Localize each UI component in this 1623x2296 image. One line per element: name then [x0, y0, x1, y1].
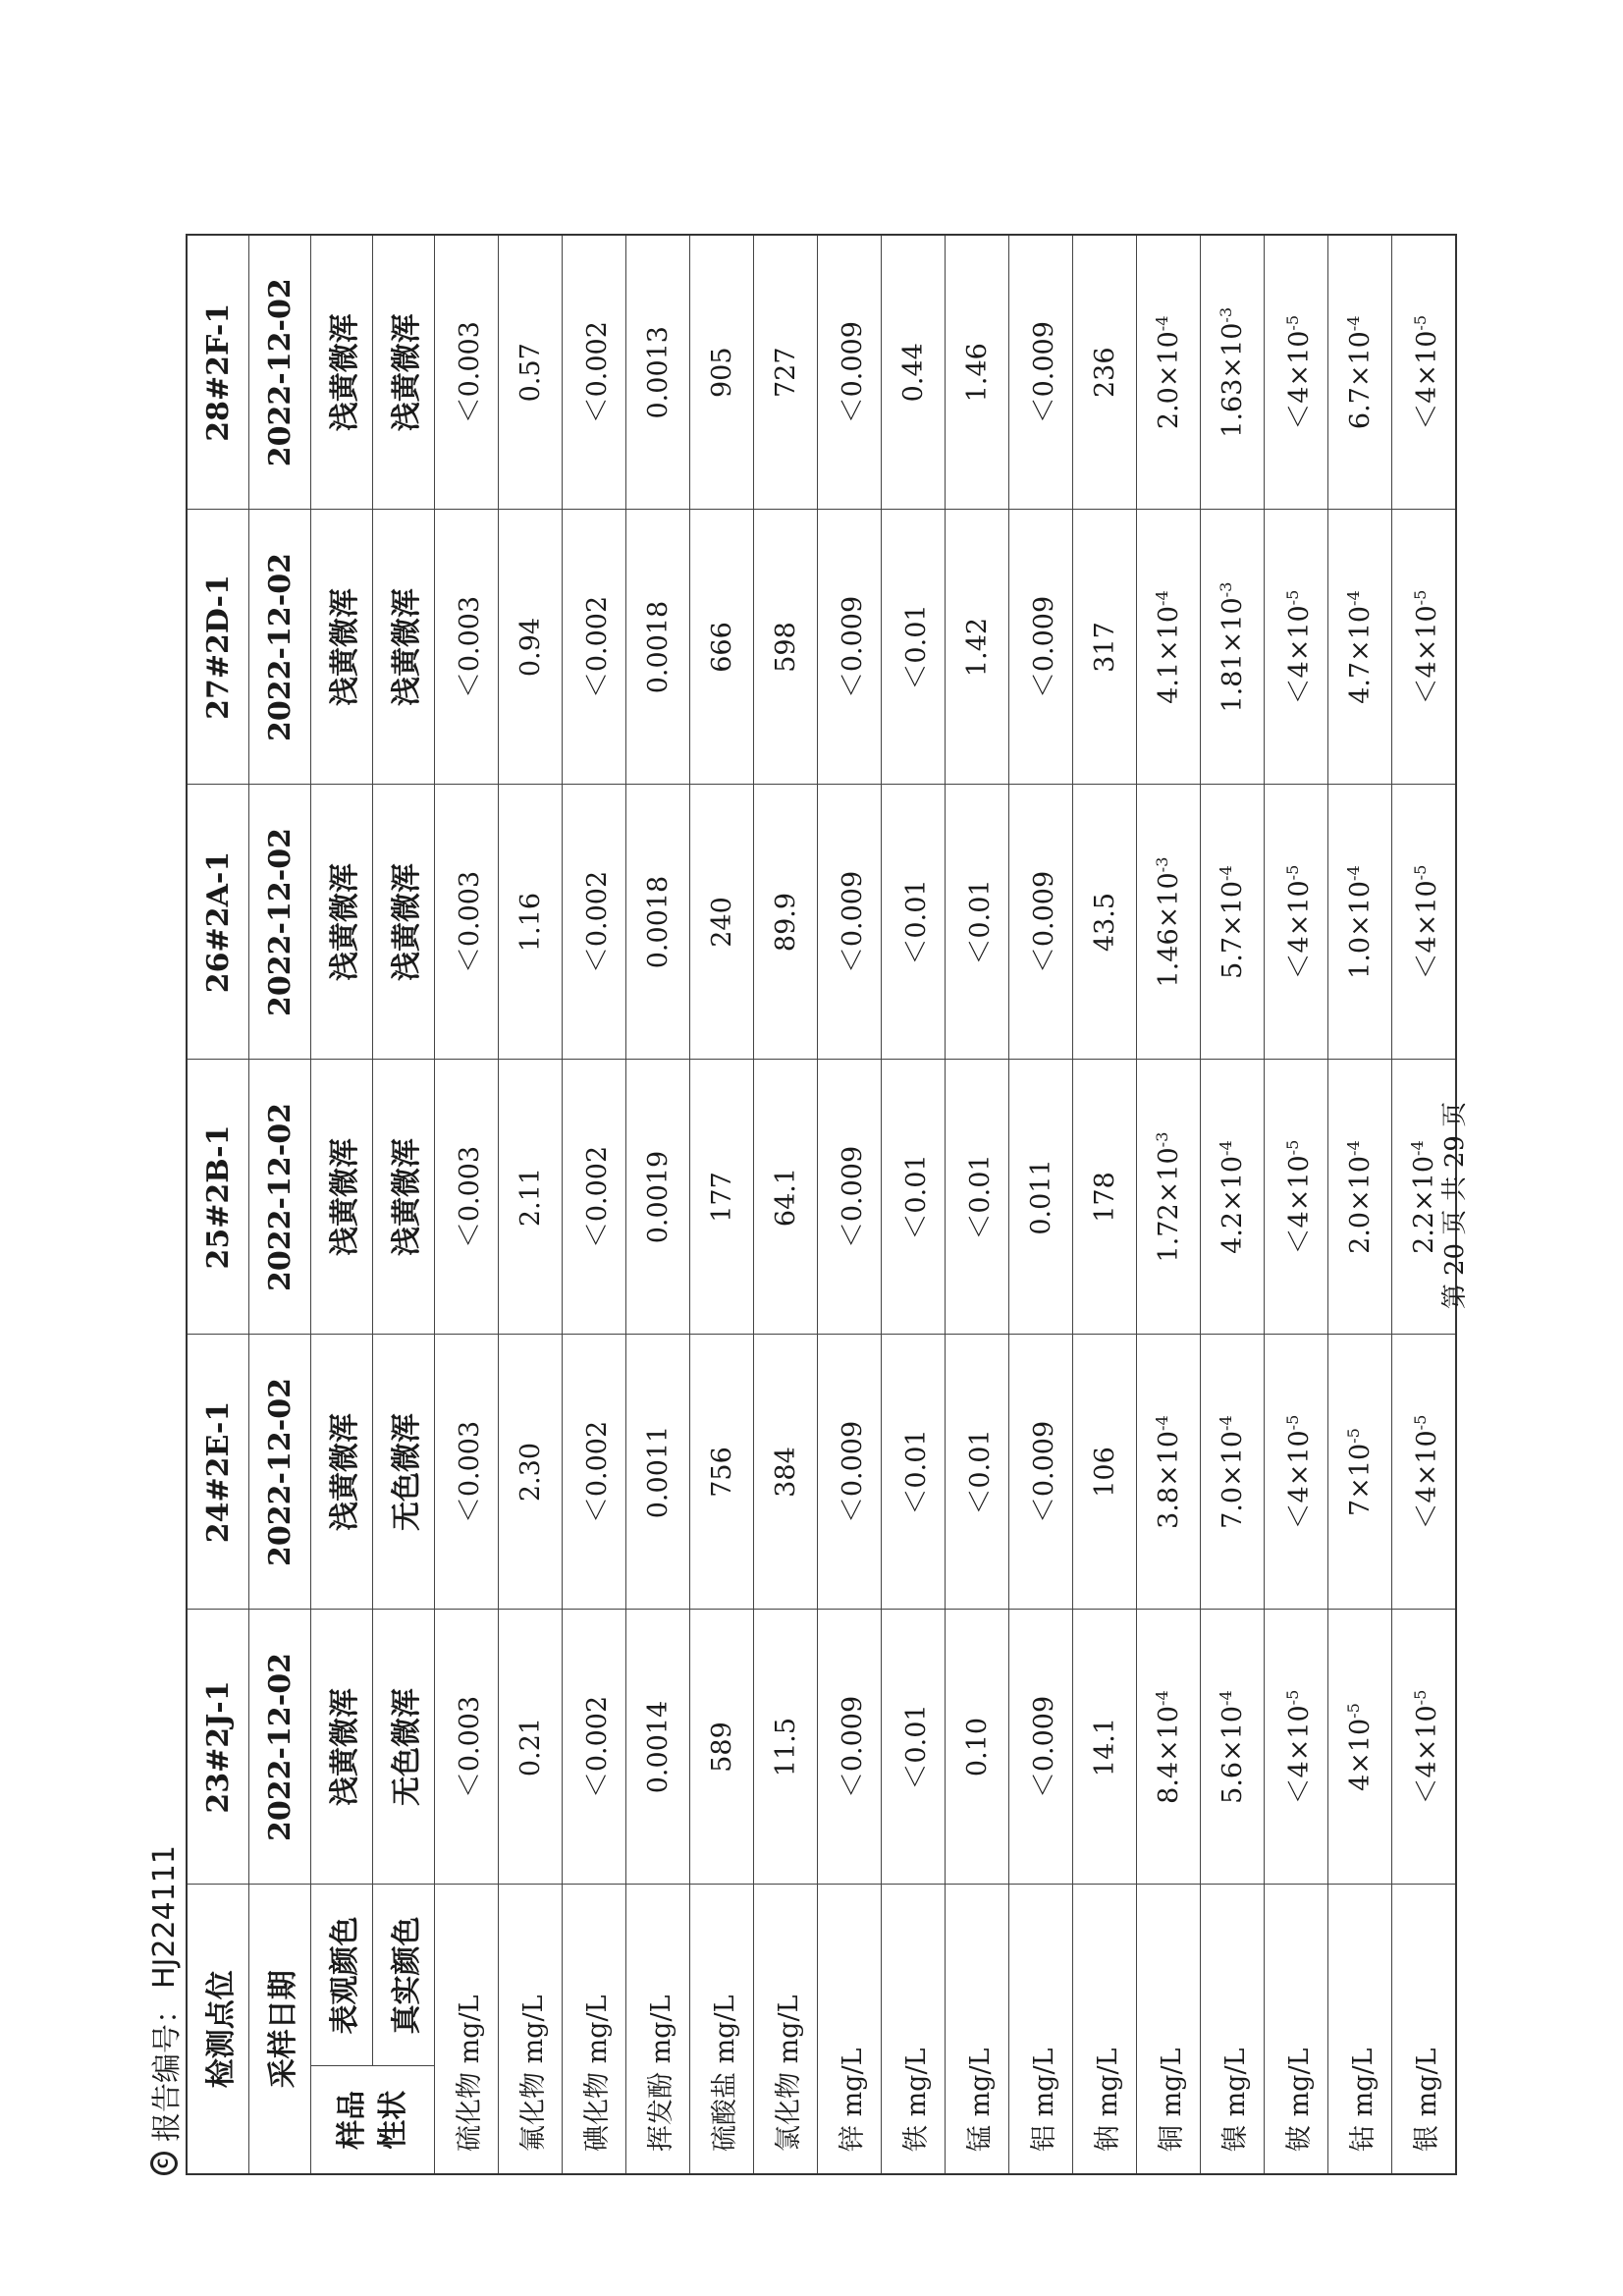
value-text: ＜0.009: [1028, 321, 1059, 424]
value-text: 1.63×10: [1217, 322, 1248, 438]
value-cell: [818, 235, 882, 510]
value-cell: [754, 1335, 818, 1610]
value-cell: [690, 510, 754, 785]
value-cell: [1201, 1060, 1265, 1335]
value-text: ＜4×10: [1411, 1705, 1442, 1805]
value-cell: [435, 510, 499, 785]
value-text: ＜4×10: [1283, 1155, 1315, 1255]
value-cell: [1201, 785, 1265, 1060]
value-cell: [1265, 1610, 1328, 1885]
value-cell: [626, 1335, 690, 1610]
value-cell: [499, 1060, 563, 1335]
value-cell: [946, 235, 1009, 510]
value-cell: [1265, 785, 1328, 1060]
value-text: ＜0.003: [454, 321, 485, 424]
value-exponent: -4: [1153, 1690, 1171, 1706]
true-color-cell: 无色微浑: [373, 1335, 435, 1610]
value-cell: [882, 235, 946, 510]
value-text: 5.7×10: [1217, 880, 1248, 979]
report-number-label: 报告编号：: [150, 1995, 185, 2142]
value-text: ＜0.01: [900, 1429, 932, 1515]
value-cell: [1328, 510, 1392, 785]
value-cell: [563, 1060, 626, 1335]
value-cell: [563, 1610, 626, 1885]
value-cell: [882, 1060, 946, 1335]
value-cell: [1073, 785, 1137, 1060]
parameter-label: 镍 mg/L: [1201, 1885, 1265, 2174]
value-cell: [1201, 1610, 1265, 1885]
value-cell: [754, 1610, 818, 1885]
value-cell: [818, 510, 882, 785]
value-text: 240: [706, 897, 737, 948]
value-text: 0.0018: [642, 875, 674, 969]
value-text: ＜4×10: [1283, 1430, 1315, 1530]
date-cell: 2022-12-02: [249, 510, 311, 785]
value-exponent: -4: [1344, 865, 1363, 881]
value-cell: [1009, 510, 1073, 785]
parameter-label: 钠 mg/L: [1073, 1885, 1137, 2174]
apparent-color-cell: 浅黄微浑: [311, 235, 373, 510]
true-color-label: 真实颜色: [373, 1885, 435, 2066]
value-cell: [690, 1335, 754, 1610]
value-cell: [1137, 1610, 1201, 1885]
sample-shape-label: [311, 2066, 435, 2174]
value-cell: [690, 1610, 754, 1885]
value-text: ＜0.002: [581, 321, 613, 424]
value-cell: [563, 785, 626, 1060]
value-cell: [435, 785, 499, 1060]
value-text: 1.46: [961, 343, 993, 403]
value-text: ＜0.003: [454, 870, 485, 974]
value-text: ＜0.01: [964, 879, 996, 965]
value-cell: [818, 1335, 882, 1610]
value-text: 1.72×10: [1154, 1147, 1184, 1263]
value-cell: [882, 510, 946, 785]
date-cell: 2022-12-02: [249, 1610, 311, 1885]
value-exponent: -5: [1282, 589, 1302, 606]
value-cell: [882, 1335, 946, 1610]
company-logo-icon: C: [150, 2152, 178, 2175]
value-cell: [1137, 235, 1201, 510]
value-text: ＜0.01: [964, 1154, 996, 1240]
value-cell: [1201, 510, 1265, 785]
value-text: ＜0.01: [964, 1429, 996, 1515]
value-cell: [1201, 235, 1265, 510]
value-cell: [754, 1060, 818, 1335]
value-text: 7×10: [1345, 1443, 1376, 1516]
value-text: ＜0.01: [900, 879, 932, 965]
value-text: ＜4×10: [1411, 880, 1442, 980]
date-cell: 2022-12-02: [249, 1335, 311, 1610]
value-text: 598: [770, 622, 801, 673]
value-text: 4.2×10: [1217, 1155, 1248, 1254]
parameter-row: [499, 235, 563, 2174]
value-text: ＜0.01: [900, 604, 932, 690]
value-cell: [946, 1060, 1009, 1335]
value-exponent: -5: [1282, 1139, 1302, 1156]
value-cell: [435, 235, 499, 510]
location-cell: 24#2E-1: [187, 1335, 249, 1610]
value-cell: [1009, 1335, 1073, 1610]
value-cell: [690, 1060, 754, 1335]
value-cell: [818, 785, 882, 1060]
value-exponent: -3: [1217, 306, 1235, 323]
value-cell: [1265, 510, 1328, 785]
value-cell: [1137, 510, 1201, 785]
value-cell: [435, 1335, 499, 1610]
value-cell: [946, 1610, 1009, 1885]
value-text: 5.6×10: [1217, 1705, 1248, 1804]
parameter-row: [1073, 235, 1137, 2174]
value-text: 89.9: [770, 892, 801, 953]
value-cell: [499, 510, 563, 785]
value-text: 4.1×10: [1154, 605, 1184, 704]
value-text: ＜0.002: [581, 1695, 613, 1799]
value-text: ＜0.01: [900, 1154, 932, 1240]
value-text: 1.46×10: [1154, 872, 1184, 988]
value-exponent: -3: [1153, 856, 1171, 873]
value-text: 177: [706, 1172, 737, 1223]
value-exponent: -5: [1282, 864, 1302, 881]
value-cell: [499, 785, 563, 1060]
value-cell: [1265, 1060, 1328, 1335]
parameter-label: 锰 mg/L: [946, 1885, 1009, 2174]
value-text: 2.0×10: [1345, 1155, 1376, 1254]
parameter-label: 挥发酚 mg/L: [626, 1885, 690, 2174]
value-text: 14.1: [1089, 1717, 1120, 1777]
value-cell: [1073, 1060, 1137, 1335]
value-text: ＜4×10: [1283, 605, 1315, 705]
parameter-label: 铝 mg/L: [1009, 1885, 1073, 2174]
parameter-row: [1328, 235, 1392, 2174]
true-color-row: [373, 235, 435, 2174]
value-cell: [1137, 1060, 1201, 1335]
value-text: ＜0.009: [837, 1695, 868, 1799]
value-cell: [882, 785, 946, 1060]
location-cell: 26#2A-1: [187, 785, 249, 1060]
value-cell: [946, 1335, 1009, 1610]
value-text: 384: [770, 1447, 801, 1498]
value-text: 106: [1089, 1447, 1120, 1498]
value-exponent: -4: [1217, 865, 1235, 881]
value-text: 3.8×10: [1154, 1430, 1184, 1529]
value-text: 0.0019: [642, 1150, 674, 1244]
location-cell: 27#2D-1: [187, 510, 249, 785]
value-text: ＜0.01: [900, 1704, 932, 1790]
value-exponent: -5: [1410, 314, 1430, 331]
location-cell: 23#2J-1: [187, 1610, 249, 1885]
value-text: 0.94: [514, 617, 546, 678]
parameter-label: 银 mg/L: [1392, 1885, 1457, 2174]
value-text: 0.0013: [642, 326, 674, 419]
value-cell: [946, 785, 1009, 1060]
value-cell: [563, 510, 626, 785]
value-text: 0.57: [514, 343, 546, 403]
value-text: 2.2×10: [1409, 1155, 1439, 1254]
value-text: ＜0.002: [581, 1420, 613, 1524]
value-text: ＜4×10: [1411, 605, 1442, 705]
value-text: 317: [1089, 622, 1120, 673]
value-cell: [499, 235, 563, 510]
value-cell: [1073, 1335, 1137, 1610]
parameter-row: [946, 235, 1009, 2174]
date-cell: 2022-12-02: [249, 785, 311, 1060]
value-cell: [1328, 1610, 1392, 1885]
value-text: 0.011: [1025, 1159, 1056, 1235]
value-cell: [754, 235, 818, 510]
parameter-row: [754, 235, 818, 2174]
parameter-row: [435, 235, 499, 2174]
value-text: ＜0.002: [581, 1145, 613, 1249]
parameter-label: 铍 mg/L: [1265, 1885, 1328, 2174]
value-text: ＜4×10: [1411, 1430, 1442, 1530]
value-exponent: -4: [1408, 1140, 1427, 1156]
value-cell: [946, 510, 1009, 785]
value-text: ＜0.003: [454, 1420, 485, 1524]
value-cell: [1328, 1060, 1392, 1335]
location-row: [187, 235, 249, 2174]
value-cell: [626, 235, 690, 510]
value-text: 2.30: [514, 1442, 546, 1503]
value-exponent: -5: [1344, 1703, 1363, 1719]
value-cell: [626, 1060, 690, 1335]
value-cell: [1009, 785, 1073, 1060]
date-cell: 2022-12-02: [249, 1060, 311, 1335]
value-text: 727: [770, 347, 801, 399]
apparent-color-cell: 浅黄微浑: [311, 785, 373, 1060]
value-cell: [818, 1060, 882, 1335]
value-cell: [563, 235, 626, 510]
value-text: 2.0×10: [1154, 331, 1184, 430]
value-text: 1.42: [961, 617, 993, 678]
value-text: 236: [1089, 347, 1120, 399]
value-cell: [563, 1335, 626, 1610]
value-text: 4×10: [1345, 1718, 1376, 1791]
value-exponent: -4: [1153, 315, 1171, 332]
value-exponent: -5: [1282, 1414, 1302, 1431]
value-text: 756: [706, 1447, 737, 1498]
value-cell: [690, 785, 754, 1060]
value-cell: [1073, 235, 1137, 510]
value-cell: [818, 1610, 882, 1885]
value-exponent: -3: [1153, 1131, 1171, 1148]
value-cell: [1009, 235, 1073, 510]
parameter-row: [1137, 235, 1201, 2174]
value-cell: [1201, 1335, 1265, 1610]
value-exponent: -3: [1217, 581, 1235, 598]
value-text: ＜0.009: [1028, 1420, 1059, 1524]
value-text: ＜0.003: [454, 1145, 485, 1249]
value-text: 2.11: [514, 1167, 546, 1228]
value-exponent: -4: [1217, 1140, 1235, 1156]
value-text: 589: [706, 1722, 737, 1773]
value-text: 0.0014: [642, 1700, 674, 1794]
value-text: ＜0.009: [837, 1145, 868, 1249]
report-header: [142, 1845, 186, 2175]
value-exponent: -4: [1217, 1690, 1235, 1706]
value-text: ＜0.003: [454, 595, 485, 699]
value-text: 4.7×10: [1345, 605, 1376, 704]
value-text: ＜4×10: [1283, 880, 1315, 980]
value-exponent: -5: [1410, 1414, 1430, 1431]
value-text: ＜0.009: [837, 1420, 868, 1524]
value-cell: [754, 510, 818, 785]
apparent-color-cell: 浅黄微浑: [311, 1335, 373, 1610]
date-label: 采样日期: [249, 1885, 311, 2174]
value-text: 1.16: [514, 892, 546, 953]
value-cell: [626, 785, 690, 1060]
apparent-color-cell: 浅黄微浑: [311, 510, 373, 785]
parameter-label: 铁 mg/L: [882, 1885, 946, 2174]
value-cell: [754, 785, 818, 1060]
parameter-label: 碘化物 mg/L: [563, 1885, 626, 2174]
value-cell: [1328, 235, 1392, 510]
apparent-color-label: 表观颜色: [311, 1885, 373, 2066]
value-text: 8.4×10: [1154, 1705, 1184, 1804]
parameter-label: 氯化物 mg/L: [754, 1885, 818, 2174]
value-exponent: -4: [1153, 590, 1171, 606]
value-text: ＜4×10: [1283, 330, 1315, 430]
value-cell: [1137, 1335, 1201, 1610]
parameter-label: 锌 mg/L: [818, 1885, 882, 2174]
value-text: 11.5: [770, 1717, 801, 1777]
value-text: ＜0.003: [454, 1695, 485, 1799]
location-cell: 25#2B-1: [187, 1060, 249, 1335]
value-text: ＜0.009: [837, 595, 868, 699]
apparent-color-cell: 浅黄微浑: [311, 1060, 373, 1335]
value-text: ＜0.009: [1028, 870, 1059, 974]
value-cell: [882, 1610, 946, 1885]
value-exponent: -5: [1282, 314, 1302, 331]
page-number: 第 20 页 共 29 页: [1440, 1101, 1470, 1310]
value-text: 0.21: [514, 1717, 546, 1777]
value-exponent: -4: [1344, 1140, 1363, 1156]
date-row: [249, 235, 311, 2174]
parameter-row: [563, 235, 626, 2174]
value-cell: [1265, 235, 1328, 510]
value-text: 64.1: [770, 1167, 801, 1228]
value-text: ＜4×10: [1283, 1705, 1315, 1805]
parameter-label: 硫化物 mg/L: [435, 1885, 499, 2174]
apparent-color-cell: 浅黄微浑: [311, 1610, 373, 1885]
true-color-cell: 浅黄微浑: [373, 235, 435, 510]
parameter-label: 铜 mg/L: [1137, 1885, 1201, 2174]
parameter-row: [1009, 235, 1073, 2174]
value-text: 178: [1089, 1172, 1120, 1223]
value-text: ＜4×10: [1411, 330, 1442, 430]
true-color-cell: 浅黄微浑: [373, 785, 435, 1060]
value-cell: [1328, 1335, 1392, 1610]
true-color-cell: 无色微浑: [373, 1610, 435, 1885]
value-cell: [435, 1610, 499, 1885]
value-exponent: -5: [1344, 1428, 1363, 1444]
value-text: ＜0.002: [581, 595, 613, 699]
location-label: 检测点位: [187, 1885, 249, 2174]
value-cell: [1073, 1610, 1137, 1885]
parameter-row: [1265, 235, 1328, 2174]
value-cell: [1137, 785, 1201, 1060]
value-text: ＜0.009: [1028, 1695, 1059, 1799]
value-exponent: -5: [1410, 589, 1430, 606]
parameter-row: [882, 235, 946, 2174]
value-cell: [626, 1610, 690, 1885]
location-cell: 28#2F-1: [187, 235, 249, 510]
value-cell: [499, 1335, 563, 1610]
rotated-page: [131, 172, 1505, 2175]
value-exponent: -5: [1410, 864, 1430, 881]
sample-shape-label-2: 性状: [375, 2090, 410, 2150]
value-text: ＜0.009: [837, 321, 868, 424]
apparent-color-row: [311, 235, 373, 2174]
value-exponent: -4: [1344, 590, 1363, 606]
parameter-row: [818, 235, 882, 2174]
report-number: HJ224111: [146, 1845, 182, 1989]
value-exponent: -4: [1153, 1415, 1171, 1431]
value-text: 0.0011: [642, 1425, 674, 1519]
value-cell: [499, 1610, 563, 1885]
value-text: 1.0×10: [1345, 880, 1376, 979]
true-color-cell: 浅黄微浑: [373, 1060, 435, 1335]
value-text: 6.7×10: [1345, 331, 1376, 430]
parameter-label: 硫酸盐 mg/L: [690, 1885, 754, 2174]
value-text: ＜0.009: [837, 870, 868, 974]
true-color-cell: 浅黄微浑: [373, 510, 435, 785]
value-text: 1.81×10: [1217, 597, 1248, 713]
value-exponent: -5: [1410, 1689, 1430, 1706]
value-text: 7.0×10: [1217, 1430, 1248, 1529]
value-text: 0.0018: [642, 600, 674, 694]
test-results-table: [186, 234, 1457, 2175]
value-text: 666: [706, 622, 737, 673]
value-cell: [1009, 1610, 1073, 1885]
value-cell: [1265, 1335, 1328, 1610]
value-text: 0.10: [961, 1717, 993, 1777]
value-exponent: -4: [1344, 315, 1363, 332]
value-cell: [435, 1060, 499, 1335]
value-text: 905: [706, 347, 737, 399]
date-cell: 2022-12-02: [249, 235, 311, 510]
value-text: ＜0.002: [581, 870, 613, 974]
value-text: 43.5: [1089, 892, 1120, 953]
parameter-label: 钴 mg/L: [1328, 1885, 1392, 2174]
value-cell: [690, 235, 754, 510]
value-cell: [1009, 1060, 1073, 1335]
value-cell: [1073, 510, 1137, 785]
parameter-row: [690, 235, 754, 2174]
parameter-label: 氟化物 mg/L: [499, 1885, 563, 2174]
value-text: ＜0.009: [1028, 595, 1059, 699]
parameter-row: [626, 235, 690, 2174]
value-exponent: -4: [1217, 1415, 1235, 1431]
value-text: 0.44: [897, 343, 929, 403]
value-cell: [626, 510, 690, 785]
value-exponent: -5: [1282, 1689, 1302, 1706]
sample-shape-label-1: 样品: [334, 2090, 369, 2150]
value-cell: [1328, 785, 1392, 1060]
parameter-row: [1201, 235, 1265, 2174]
